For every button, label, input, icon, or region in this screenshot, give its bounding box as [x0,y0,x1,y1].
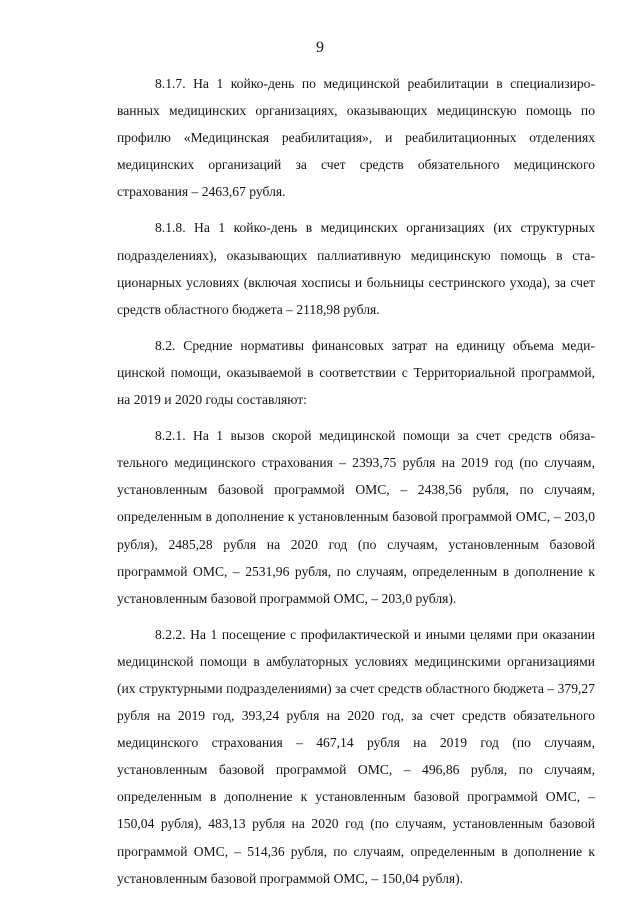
paragraph-8-1-7: 8.1.7. На 1 койко-день по медицинской реабилитации в специализированных медицинских организациях, оказывающих медицинскую помощь по профилю «Медицинская реабилитация», и реабилитационных отделениях медицинских организаций за счет средств обязательного медицинского страхования – 2463,67 рубля. [117,76,595,200]
paragraph-8-2: 8.2. Средние нормативы финансовых затрат на единицу объема медицинской помощи, оказываемой в соответствии с Территориальной программой, на 2019 и 2020 годы составляют: [117,337,595,408]
paragraph-8-2-2: 8.2.2. На 1 посещение с профилактической и иными целями при оказании медицинской помощи в амбулаторных условиях медицинскими организациями (их структурными подразделениями) за счет средств областного бюджета – 379,27 рубля на 2019 год, 393,24 рубля на 2020 год, за счет средств обязательного медицинского страхования – 467,14 рубля на 2019 год (по случаям, установленным базовой программой ОМС, – 496,86 рубля, по случаям, определенным в дополнение к установленным базовой программой ОМС, – 150,04 рубля), 483,13 рубля на 2020 год (по случаям, установленным базовой программой ОМС, – 514,36 рубля, по случаям, определенным в дополнение к установленным базовой программой ОМС, – 150,04 рубля). [117,626,595,886]
document-body [117,70,595,901]
paragraph-8-2-1: 8.2.1. На 1 вызов скорой медицинской помощи за счет средств обязательного медицинского страхования – 2393,75 рубля на 2019 год (по случаям, установленным базовой программой ОМС, – 2438,56 рубля, по случаям, определенным в дополнение к установленным базовой программой ОМС, – 203,0 рубля), 2485,28 рубля на 2020 год (по случаям, установленным базовой программой ОМС, – 2531,96 рубля, по случаям, определенным в дополнение к установленным базовой программой ОМС, – 203,0 рубля). [117,428,595,606]
paragraph-8-1-8: 8.1.8. На 1 койко-день в медицинских организациях (их структурных подразделениях), оказывающих паллиативную медицинскую помощь в стационарных условиях (включая хосписы и больницы сестринского ухода), за счет средств областного бюджета – 2118,98 рубля. [117,220,595,317]
page-number: 9 [316,39,324,56]
